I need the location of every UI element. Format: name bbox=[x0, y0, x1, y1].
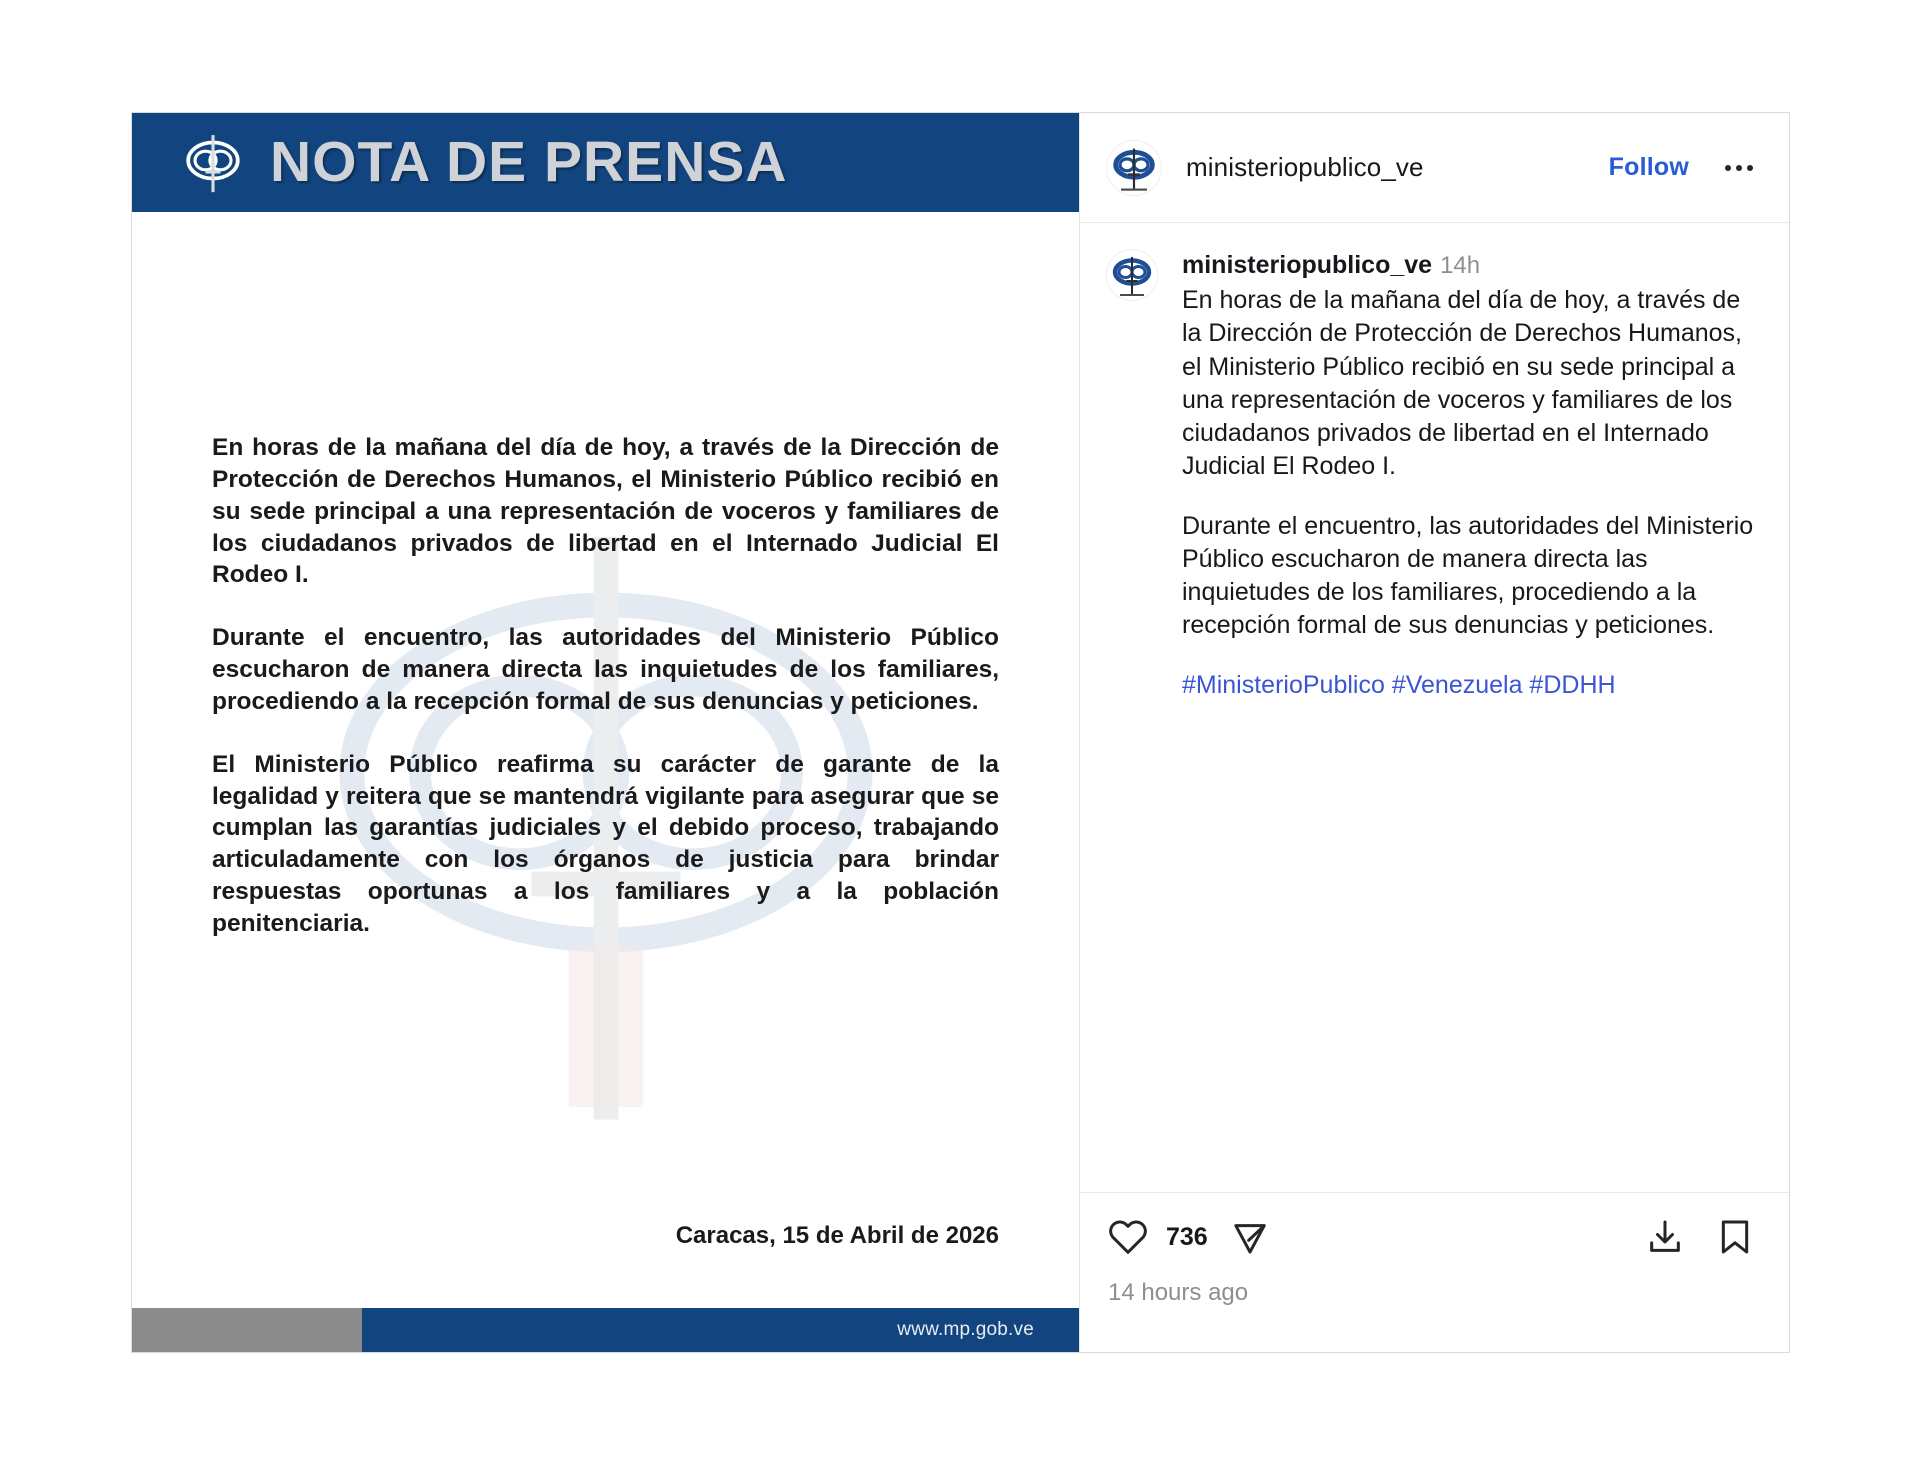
press-release-banner bbox=[132, 113, 1079, 212]
like-count: 736 bbox=[1166, 1222, 1208, 1251]
bookmark-icon[interactable] bbox=[1715, 1217, 1755, 1257]
press-release-title: NOTA DE PRENSA bbox=[270, 130, 788, 194]
press-release-paragraph: En horas de la mañana del día de hoy, a través de la Dirección de Protección de Derechos Humanos, el Ministerio Público recibió en su sede principal a una representación de voceros y familiares de los ciudadanos privados de libertad en el Internado Judicial El Rodeo I. bbox=[212, 434, 999, 589]
caption-avatar-icon[interactable] bbox=[1106, 249, 1158, 301]
press-release-dateline: Caracas, 15 de Abril de 2026 bbox=[675, 1222, 999, 1249]
more-options-icon[interactable] bbox=[1719, 159, 1759, 177]
actions-right-group bbox=[1645, 1217, 1755, 1257]
post-actions-bar bbox=[1080, 1192, 1789, 1352]
post-timestamp: 14 hours ago bbox=[1108, 1279, 1249, 1306]
footer-website-url: www.mp.gob.ve bbox=[897, 1319, 1034, 1340]
ministerio-publico-avatar-icon[interactable] bbox=[1106, 140, 1162, 196]
ministerio-publico-logo-icon bbox=[182, 132, 244, 194]
post-caption-area bbox=[1080, 223, 1789, 1192]
press-release-paragraph: El Ministerio Público reafirma su carácter de garante de la legalidad y reitera que se mantendrá vigilante para asegurar que se cumplan las garantías judiciales y el debido proceso, trabajando articuladamente con los órganos de justicia para brindar respuestas oportunas a los familiares y a la población penitenciaria. bbox=[212, 750, 999, 937]
actions-left-group bbox=[1108, 1217, 1645, 1257]
post-media-image[interactable] bbox=[132, 113, 1079, 1352]
caption-time-short: 14h bbox=[1440, 252, 1481, 279]
caption-hashtags[interactable]: #MinisterioPublico #Venezuela #DDHH bbox=[1182, 670, 1616, 699]
instagram-sidebar bbox=[1079, 113, 1789, 1352]
caption-paragraph: Durante el encuentro, las autoridades del Ministerio Público escucharon de manera directa las inquietudes de los familiares, procediendo a la recepción formal de sus denuncias y peticiones. bbox=[1182, 511, 1754, 640]
caption-paragraph: En horas de la mañana del día de hoy, a través de la Dirección de Protección de Derechos Humanos, el Ministerio Público recibió en su sede principal a una representación de voceros y familiares de los ciudadanos privados de libertad en el Internado Judicial El Rodeo I. bbox=[1182, 286, 1742, 481]
share-icon[interactable] bbox=[1230, 1217, 1270, 1257]
post-header bbox=[1080, 113, 1789, 223]
caption-text bbox=[1182, 284, 1759, 702]
heart-icon[interactable] bbox=[1108, 1217, 1148, 1257]
actions-row bbox=[1108, 1217, 1755, 1257]
download-icon[interactable] bbox=[1645, 1217, 1685, 1257]
press-release-body bbox=[132, 212, 1079, 1292]
header-username[interactable]: ministeriopublico_ve bbox=[1186, 152, 1424, 182]
caption-username[interactable]: ministeriopublico_ve bbox=[1182, 251, 1433, 279]
caption-header-line bbox=[1182, 249, 1759, 282]
footer-gray-block bbox=[132, 1308, 362, 1352]
press-release-footer bbox=[132, 1308, 1079, 1352]
instagram-post-card bbox=[131, 112, 1790, 1353]
press-release-text bbox=[212, 432, 999, 940]
press-release-paragraph: Durante el encuentro, las autoridades del Ministerio Público escucharon de manera directa las inquietudes de los familiares, procediendo a la recepción formal de sus denuncias y peticiones. bbox=[212, 624, 999, 715]
footer-blue-block bbox=[362, 1308, 1079, 1352]
follow-button[interactable]: Follow bbox=[1608, 153, 1689, 181]
caption-body bbox=[1182, 249, 1759, 702]
